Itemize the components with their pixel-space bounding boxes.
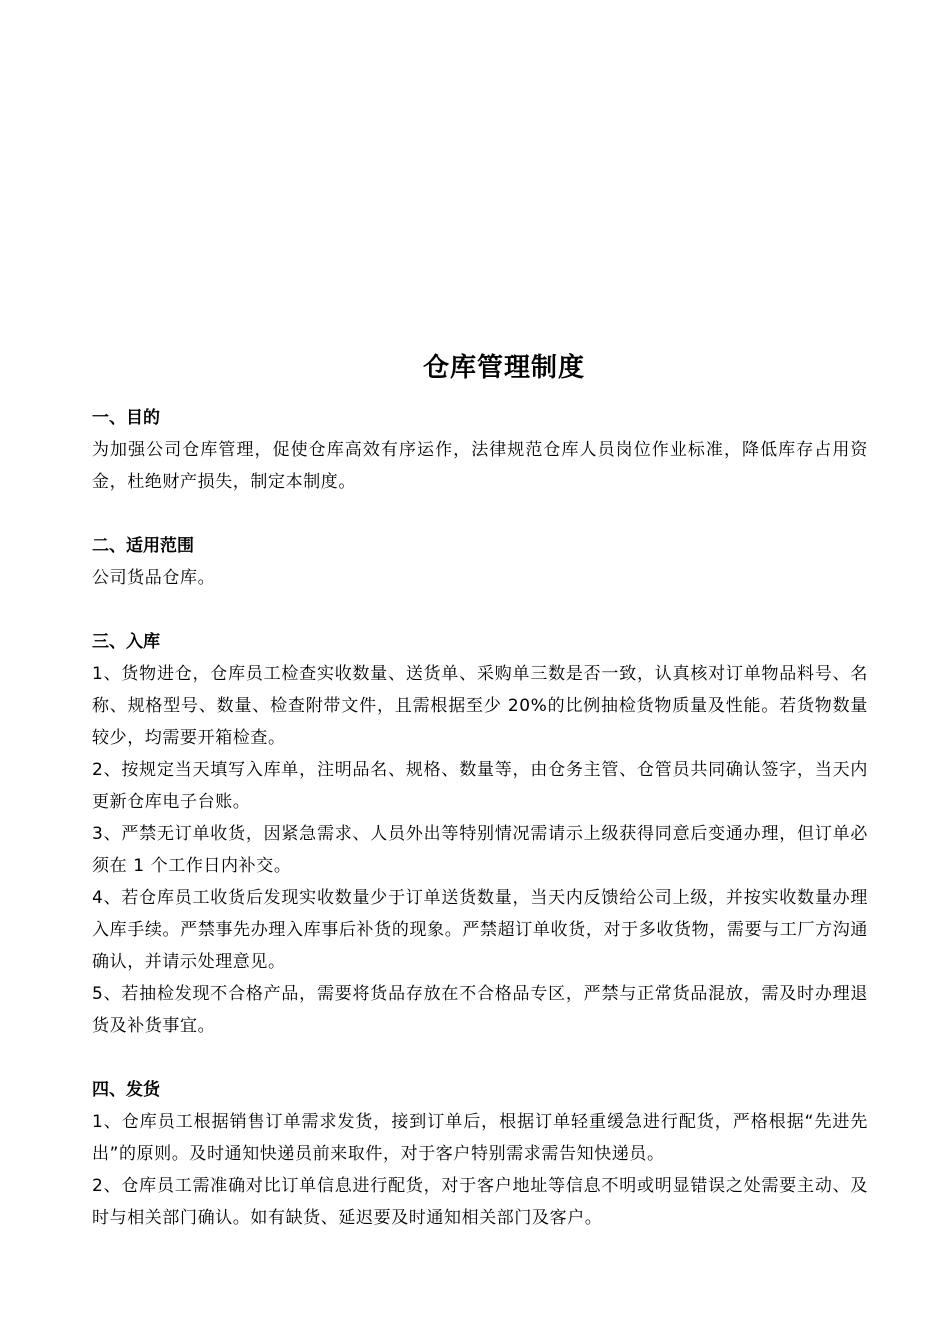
- paragraph: 2、按规定当天填写入库单，注明品名、规格、数量等，由仓务主管、仓管员共同确认签字，当天内更新仓库电子台账。: [92, 760, 868, 812]
- section-heading: 一、目的: [92, 408, 160, 428]
- document-body: [92, 402, 868, 1234]
- paragraph: 4、若仓库员工收货后发现实收数量少于订单送货数量，当天内反馈给公司上级，并按实收数量办理入库手续。严禁事先办理入库事后补货的现象。严禁超订单收货，对于多收货物，需要与工厂方沟通确认，并请示处理意见。: [92, 888, 868, 972]
- paragraph: 公司货品仓库。: [92, 568, 216, 588]
- paragraph: 5、若抽检发现不合格产品，需要将货品存放在不合格品专区，严禁与正常货品混放，需及时办理退货及补货事宜。: [92, 984, 868, 1036]
- paragraph: 为加强公司仓库管理，促使仓库高效有序运作，法律规范仓库人员岗位作业标准，降低库存占用资金，杜绝财产损失，制定本制度。: [92, 440, 868, 492]
- section-inbound: [92, 626, 868, 1042]
- paragraph: 2、仓库员工需准确对比订单信息进行配货，对于客户地址等信息不明或明显错误之处需要主动、及时与相关部门确认。如有缺货、延迟要及时通知相关部门及客户。: [92, 1176, 868, 1228]
- document-title: 仓库管理制度: [422, 353, 585, 383]
- paragraph: 1、仓库员工根据销售订单需求发货，接到订单后，根据订单轻重缓急进行配货，严格根据“先进先出”的原则。及时通知快递员前来取件，对于客户特别需求需告知快递员。: [92, 1112, 868, 1164]
- section-scope: [92, 530, 868, 594]
- paragraph: 3、严禁无订单收货，因紧急需求、人员外出等特别情况需请示上级获得同意后变通办理，但订单必须在 1 个工作日内补交。: [92, 824, 868, 876]
- paragraph: 1、货物进仓，仓库员工检查实收数量、送货单、采购单三数是否一致，认真核对订单物品料号、名称、规格型号、数量、检查附带文件，且需根据至少 20%的比例抽检货物质量及性能。若货物数量较少，均需要开箱检查。: [92, 664, 868, 748]
- section-purpose: [92, 402, 868, 498]
- section-shipping: [92, 1074, 868, 1234]
- section-heading: 三、入库: [92, 632, 160, 652]
- section-heading: 四、发货: [92, 1080, 160, 1100]
- section-heading: 二、适用范围: [92, 536, 194, 556]
